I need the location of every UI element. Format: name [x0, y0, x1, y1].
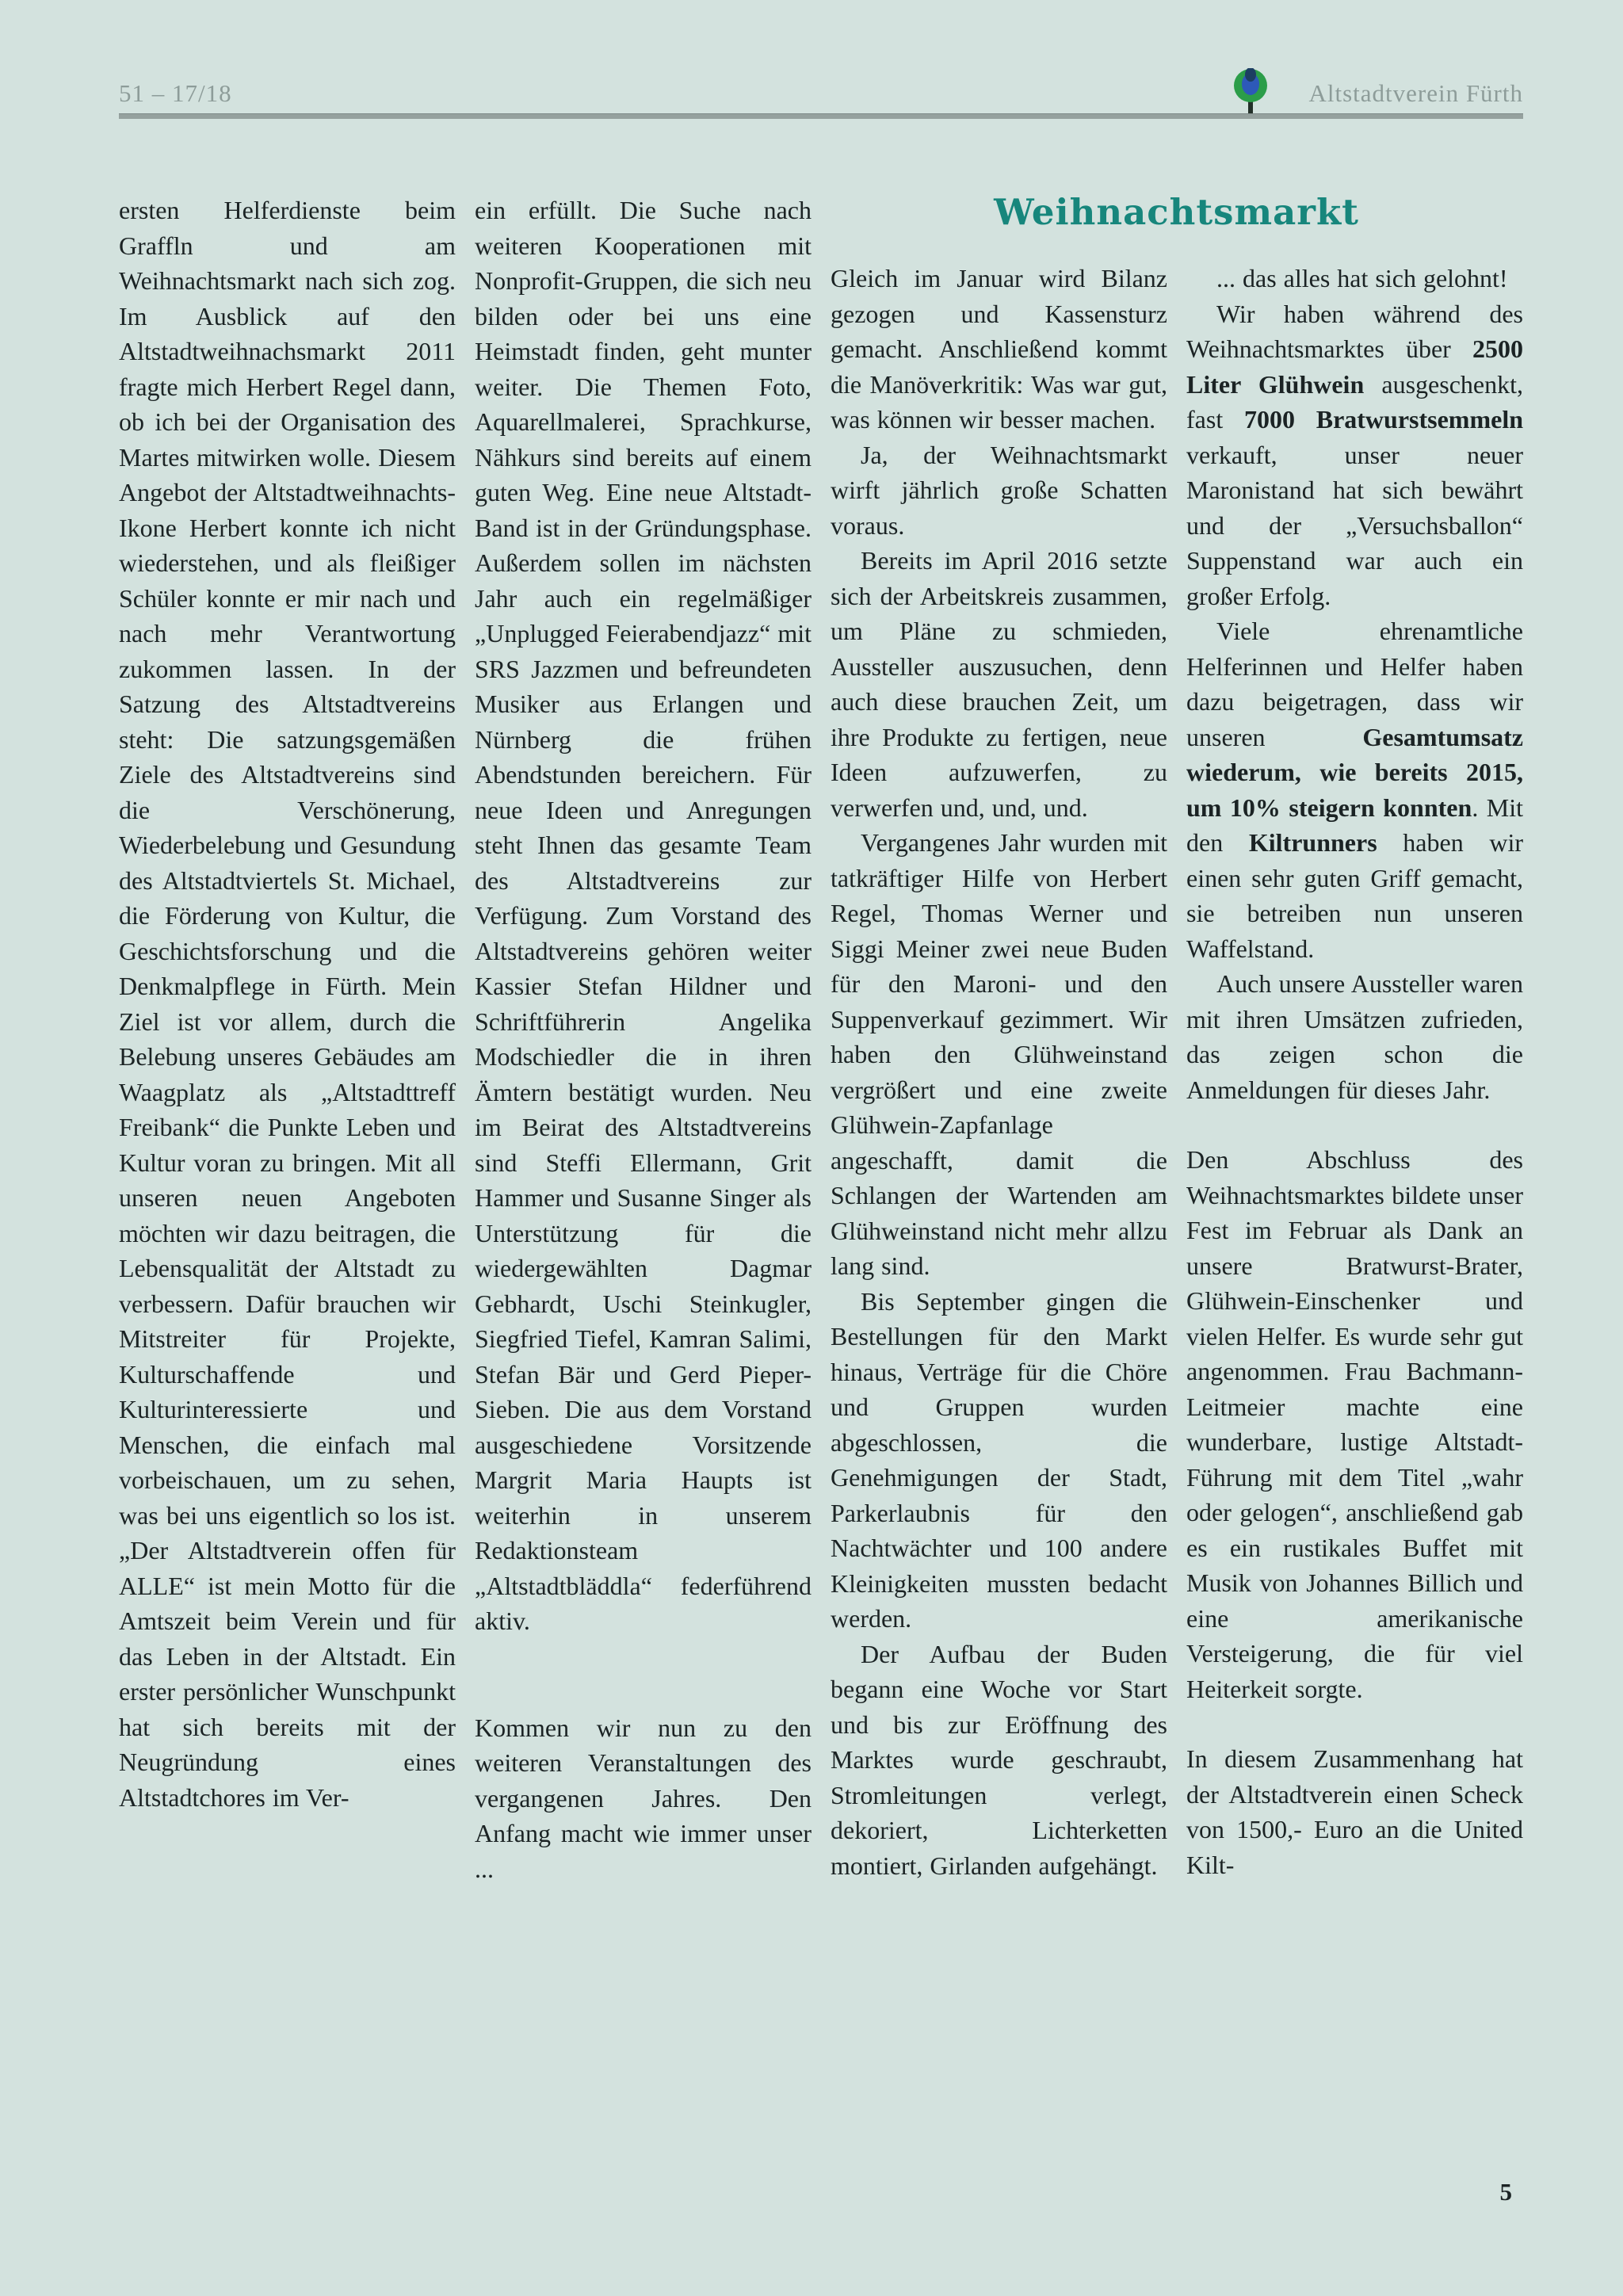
tree-icon [1233, 68, 1268, 117]
paragraph: Den Abschluss des Weihnachtsmarktes bildete unser Fest im Februar als Dank an unsere Bratwurst-Brater, Glühwein-Einschenker und vielen Helfer. Es wurde sehr gut angenommen. Frau Bachmann-Leitmeier machte eine wunderbare, lustige Altstadt-Führung mit dem Titel „wahr oder gelogen“, anschließend gab es ein rustikales Buffet mit Musik von Johannes Billich und eine amerikanische Versteigerung, die für viel Heiterkeit sorgte. [1186, 1145, 1523, 1703]
header-rule [119, 113, 1523, 119]
page-number: 5 [1499, 2178, 1512, 2206]
paragraph: Kommen wir nun zu den weiteren Veranstaltungen des vergangenen Jahres. Den Anfang macht wie immer unser ... [475, 1713, 812, 1883]
paragraph: Ja, der Weihnachtsmarkt wirft jährlich große Schatten voraus. [831, 440, 1167, 540]
paragraph: Bis September gingen die Bestellungen für den Markt hinaus, Verträge für die Chöre und Gruppen wurden abgeschlossen, die Genehmigungen der Stadt, Parkerlaubnis für den Nachtwächter und 100 andere Kleinigkeiten mussten bedacht werden. [831, 1286, 1167, 1633]
paragraph: ersten Helferdienste beim Graffln und am Weihnachtsmarkt nach sich zog. Im Ausblick auf den Altstadtweihnachsmarkt 2011 fragte mich Herbert Regel dann, ob ich bei der Organisation des Martes mitwirken wolle. Diesem Angebot der Altstadtweihnachts-Ikone Herbert konnte ich nicht wiederstehen, und als fleißiger Schüler konnte er mir nach und nach mehr Verantwortung zukommen lassen. In der Satzung des Altstadtvereins steht: Die satzungsgemäßen Ziele des Altstadtvereins sind die Verschönerung, Wiederbelebung und Gesundung des Altstadtviertels St. Michael, die Förderung von Kultur, die Geschichtsforschung und die Denkmalpflege in Fürth. Mein Ziel ist vor allem, durch die Belebung unseres Gebäudes am Waagplatz als „Altstadttreff Freibank“ die Punkte Leben und Kultur voran zu bringen. Mit all unseren neuen Angeboten möchten wir dazu beitragen, die Lebensqualität der Altstadt zu verbessern. Dafür brauchen wir Mitstreiter für Projekte, Kulturschaffende und Kulturinteressierte und Menschen, die einfach mal vorbeischauen, um zu sehen, was bei uns eigentlich so los ist. „Der Altstadtverein offen für ALLE“ ist mein Motto für die Amtszeit beim Verein und für das Leben in der Altstadt. Ein erster persönlicher Wunschpunkt hat sich bereits mit der Neugründung eines Altstadtchores im Ver- [119, 196, 456, 1812]
column-1 [119, 193, 456, 1886]
column-3 [831, 193, 1167, 1886]
paragraph: ein erfüllt. Die Suche nach weiteren Kooperationen mit Nonprofit-Gruppen, die sich neu bilden oder bei uns eine Heimstadt finden, geht munter weiter. Die Themen Foto, Aquarellmalerei, Sprachkurse, Nähkurs sind bereits auf einem guten Weg. Eine neue Altstadt-Band ist in der Gründungsphase. Außerdem sollen im nächsten Jahr auch ein regelmäßiger „Unplugged Feierabendjazz“ mit SRS Jazzmen und befreundeten Musiker aus Erlangen und Nürnberg die frühen Abendstunden bereichern. Für neue Ideen und Anregungen steht Ihnen das gesamte Team des Altstadtvereins zur Verfügung. Zum Vorstand des Altstadtvereins gehören weiter Kassier Stefan Hildner und Schriftführerin Angelika Modschiedler die in ihren Ämtern bestätigt wurden. Neu im Beirat des Altstadtvereins sind Steffi Ellermann, Grit Hammer und Susanne Singer als Unterstützung für die wiedergewählten Dagmar Gebhardt, Uschi Steinkugler, Siegfried Tiefel, Kamran Salimi, Stefan Bär und Gerd Pieper-Sieben. Die aus dem Vorstand ausgeschiedene Vorsitzende Margrit Maria Haupts ist weiterhin in unserem Redaktionsteam „Altstadtbläddla“ federführend aktiv. [475, 196, 812, 1635]
paragraph: Gleich im Januar wird Bilanz gezogen und Kassensturz gemacht. Anschließend kommt die Manöverkritik: Was war gut, was können wir besser machen. [831, 264, 1167, 434]
column-2 [475, 193, 812, 1886]
paragraph: Vergangenes Jahr wurden mit tatkräftiger Hilfe von Herbert Regel, Thomas Werner und Siggi Meiner zwei neue Buden für den Maroni- und den Suppenverkauf gezimmert. Wir haben den Glühweinstand vergrößert und eine zweite Glühwein-Zapfanlage angeschafft, damit die Schlangen der Wartenden am Glühweinstand nicht mehr allzu lang sind. [831, 828, 1167, 1280]
paragraph: Auch unsere Aussteller waren mit ihren Umsätzen zufrieden, das zeigen schon die Anmeldungen für dieses Jahr. [1186, 969, 1523, 1104]
paragraph: Bereits im April 2016 setzte sich der Arbeitskreis zusammen, um Pläne zu schmieden, Aussteller auszusuchen, denn auch diese brauchen Zeit, um ihre Produkte zu fertigen, neue Ideen aufzuwerfen, zu verwerfen und, und, und. [831, 546, 1167, 822]
paragraph: ... das alles hat sich gelohnt! [1216, 264, 1508, 292]
article-body [119, 193, 1523, 1886]
issue-label: 51 – 17/18 [119, 79, 232, 107]
paragraph: Wir haben während des Weihnachtsmarktes über 2500 Liter Glühwein ausgeschenkt, fast 7000 Bratwurstsemmeln verkauft, unser neuer Maronistand hat sich bewährt und der „Versuchsballon“ Suppenstand war auch ein großer Erfolg. [1186, 299, 1524, 610]
brand-label: Altstadtverein Fürth [1308, 79, 1523, 107]
article-heading: Weihnachtsmarkt [994, 191, 1359, 233]
paragraph: In diesem Zusammenhang hat der Altstadtverein einen Scheck von 1500,- Euro an die United Kilt- [1186, 1744, 1523, 1879]
paragraph: Viele ehrenamtliche Helferinnen und Helfer haben dazu beigetragen, dass wir unseren Gesamtumsatz wiederum, wie bereits 2015, um 10% steigern konnten. Mit den Kiltrunners haben wir einen sehr guten Griff gemacht, sie betreiben nun unseren Waffelstand. [1186, 617, 1524, 963]
paragraph: Der Aufbau der Buden begann eine Woche vor Start und bis zur Eröffnung des Marktes wurde geschraubt, Stromleitungen verlegt, dekoriert, Lichterketten montiert, Girlanden aufgehängt. [831, 1639, 1167, 1880]
column-4 [1186, 193, 1523, 1886]
